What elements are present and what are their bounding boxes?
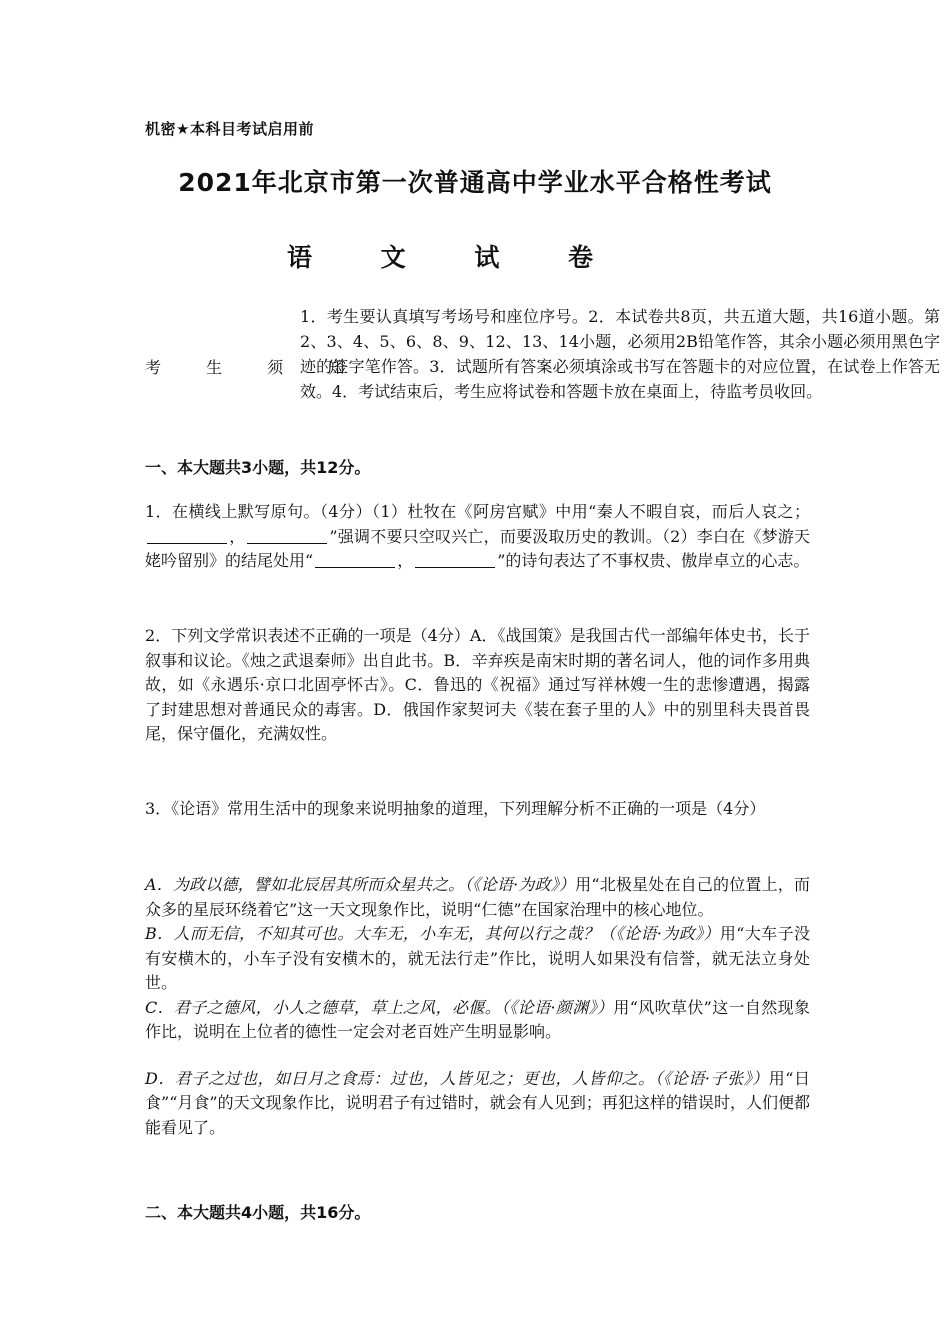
option-c-quote: C．君子之德风，小人之德草，草上之风，必偃。（《论语·颜渊》） [145,997,614,1017]
question-1-part1: 1．在横线上默写原句。（4分）（1）杜牧在《阿房宫赋》中用“秦人不暇自哀，而后人哀之； [145,502,810,521]
answer-blank-4[interactable] [415,551,495,568]
option-b [145,922,810,996]
question-2: 2．下列文学常识表述不正确的一项是（4分）A．《战国策》是我国古代一部编年体史书，长于叙事和议论。《烛之武退秦师》出自此书。B．辛弃疾是南宋时期的著名词人，他的词作多用典故，如《永遇乐·京口北固亭怀古》。C．鲁迅的《祝福》通过写祥林嫂一生的悲惨遭遇，揭露了封建思想对普通民众的毒害。D．俄国作家契诃夫《装在套子里的人》中的别里科夫畏首畏尾，保守僵化，充满奴性。 [145,626,810,743]
question-3-stem: 3．《论语》常用生活中的现象来说明抽象的道理，下列理解分析不正确的一项是（4分） [145,799,766,818]
option-a-text: 用“北极星处在自己的位置上，而众多的星辰环绕着它”这一天文现象作比，说明“仁德”在国家治理中的核心地位。 [145,875,810,919]
answer-blank-1[interactable] [147,527,227,544]
blank-separator: ， [397,551,414,570]
exam-subtitle: 语 文 试 卷 [286,243,624,272]
option-d [145,1067,810,1141]
answer-blank-2[interactable] [247,527,327,544]
option-a-quote: A．为政以德，譬如北辰居其所而众星共之。（《论语·为政》） [145,875,576,894]
question-1 [145,500,810,574]
section-1-heading: 一、本大题共3小题，共12分。 [145,458,371,477]
question-3-options [145,873,810,1140]
option-c [145,996,810,1045]
blank-separator: ， [229,526,246,546]
notice-label: 考 生 须 知 [145,358,365,377]
notice-text: 1．考生要认真填写考场号和座位序号。2．本试卷共8页，共五道大题，共16道小题。第2、3、4、5、6、8、9、12、13、14小题，必须用2B铅笔作答，其余小题必须用黑色字迹的签字笔作答。3．试题所有答案必须填涂或书写在答题卡的对应位置，在试卷上作答无效。4．考试结束后，考生应将试卷和答题卡放在桌面上，待监考员收回。 [300,307,940,401]
exam-title: 2021年北京市第一次普通高中学业水平合格性考试 [178,168,772,197]
question-1-part3: ”的诗句表达了不事权贵、傲岸卓立的心志。 [497,551,810,570]
confidential-mark: 机密★本科目考试启用前 [145,120,314,138]
answer-blank-3[interactable] [315,551,395,568]
section-2-heading: 二、本大题共4小题，共16分。 [145,1203,371,1222]
option-d-text: 用“日食”“月食”的天文现象作比，说明君子有过错时，就会有人见到；再犯这样的错误时，人们便都能看见了。 [145,1068,810,1137]
option-b-quote: B．人而无信，不知其可也。大车无，小车无，其何以行之哉？（《论语·为政》） [145,924,720,943]
option-c-text: 用“风吹草伏”这一自然现象作比，说明在上位者的德性一定会对老百姓产生明显影响。 [145,997,810,1041]
option-a [145,873,810,922]
option-b-text: 用“大车子没有安横木的，小车子没有安横木的，就无法行走”作比，说明人如果没有信誉，就无法立身处世。 [145,924,810,992]
option-d-quote: D．君子之过也，如日月之食焉：过也，人皆见之；更也，人皆仰之。（《论语·子张》） [145,1068,769,1088]
question-1-part2: ”强调不要只空叹兴亡，而要汲取历史的教训。（2）李白在《梦游天姥吟留别》的结尾处用“ [145,526,810,570]
